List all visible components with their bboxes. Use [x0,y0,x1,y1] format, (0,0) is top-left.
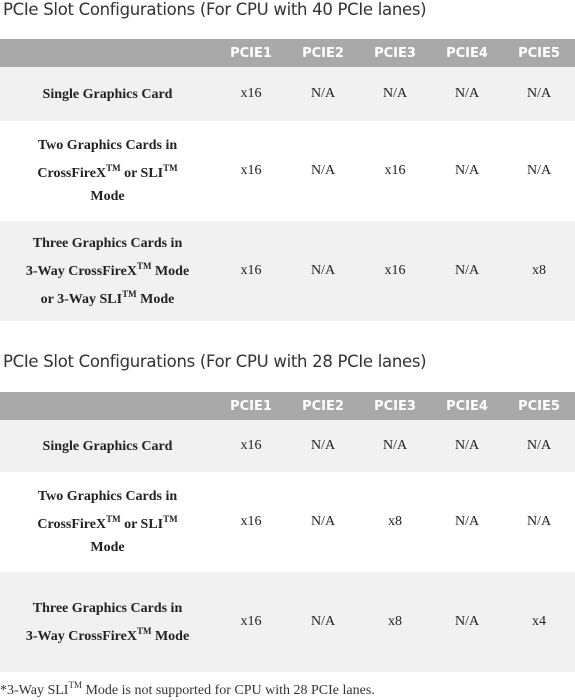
row-label-line: Three Graphics Cards in [32,600,183,616]
row-label-line: Three Graphics Cards in [32,235,183,251]
header-pcie1: PCIE1 [215,392,287,420]
row-label [0,472,215,572]
header-pcie5: PCIE5 [503,392,575,420]
header-pcie2: PCIE2 [287,39,359,67]
cell-pcie2: N/A [287,67,359,121]
header-pcie5: PCIE5 [503,39,575,67]
cell-pcie4: N/A [431,572,503,672]
row-label-line: or 3-Way SLI™ Mode [40,288,175,307]
cell-pcie3: N/A [359,67,431,121]
cell-pcie1: x16 [215,572,287,672]
cell-pcie5: N/A [503,121,575,221]
row-label [0,572,215,672]
table2-title: PCIe Slot Configurations (For CPU with 28 PCIe lanes) [3,352,427,371]
cell-pcie3: x16 [359,221,431,321]
cell-pcie5: N/A [503,67,575,121]
cell-pcie3: N/A [359,420,431,472]
row-label-line: Two Graphics Cards in [37,489,178,504]
row-label-line: Mode [90,189,125,204]
table-header-row [0,392,575,420]
cell-pcie3: x16 [359,121,431,221]
row-label-line: Single Graphics Card [42,86,173,102]
cell-pcie1: x16 [215,472,287,572]
cell-pcie2: N/A [287,420,359,472]
cell-pcie4: N/A [431,67,503,121]
cell-pcie2: N/A [287,121,359,221]
header-pcie2: PCIE2 [287,392,359,420]
cell-pcie1: x16 [215,121,287,221]
row-label-line: CrossFireX™ or SLI™ [37,163,178,181]
row-label-line: Mode [90,540,125,555]
cell-pcie5: N/A [503,420,575,472]
cell-pcie5: N/A [503,472,575,572]
header-corner [0,39,215,67]
table-row [0,67,575,121]
cell-pcie2: N/A [287,472,359,572]
cell-pcie5: x4 [503,572,575,672]
row-label-line: 3-Way CrossFireX™ Mode [25,260,190,279]
cell-pcie4: N/A [431,472,503,572]
cell-pcie4: N/A [431,221,503,321]
cell-pcie2: N/A [287,572,359,672]
row-label [0,121,215,221]
row-label-line: Single Graphics Card [42,438,173,454]
header-pcie1: PCIE1 [215,39,287,67]
cell-pcie1: x16 [215,67,287,121]
cell-pcie3: x8 [359,472,431,572]
table-row [0,572,575,672]
table-header-row [0,39,575,67]
header-pcie4: PCIE4 [431,39,503,67]
cell-pcie1: x16 [215,420,287,472]
table-row [0,121,575,221]
cell-pcie1: x16 [215,221,287,321]
cell-pcie2: N/A [287,221,359,321]
cell-pcie4: N/A [431,420,503,472]
header-pcie3: PCIE3 [359,392,431,420]
row-label [0,221,215,321]
row-label-line: CrossFireX™ or SLI™ [37,514,178,532]
header-pcie3: PCIE3 [359,39,431,67]
header-pcie4: PCIE4 [431,392,503,420]
row-label-line: Two Graphics Cards in [37,138,178,153]
table-row [0,472,575,572]
table1-title: PCIe Slot Configurations (For CPU with 40 PCIe lanes) [3,0,427,19]
footnote: *3-Way SLI™ Mode is not supported for CPU with 28 PCIe lanes. [0,680,375,698]
pcie-config-table-40-lanes [0,39,575,321]
cell-pcie3: x8 [359,572,431,672]
table-row [0,420,575,472]
header-corner [0,392,215,420]
pcie-config-table-28-lanes [0,392,575,672]
cell-pcie5: x8 [503,221,575,321]
row-label [0,67,215,121]
row-label-line: 3-Way CrossFireX™ Mode [25,625,190,644]
cell-pcie4: N/A [431,121,503,221]
row-label [0,420,215,472]
table-row [0,221,575,321]
